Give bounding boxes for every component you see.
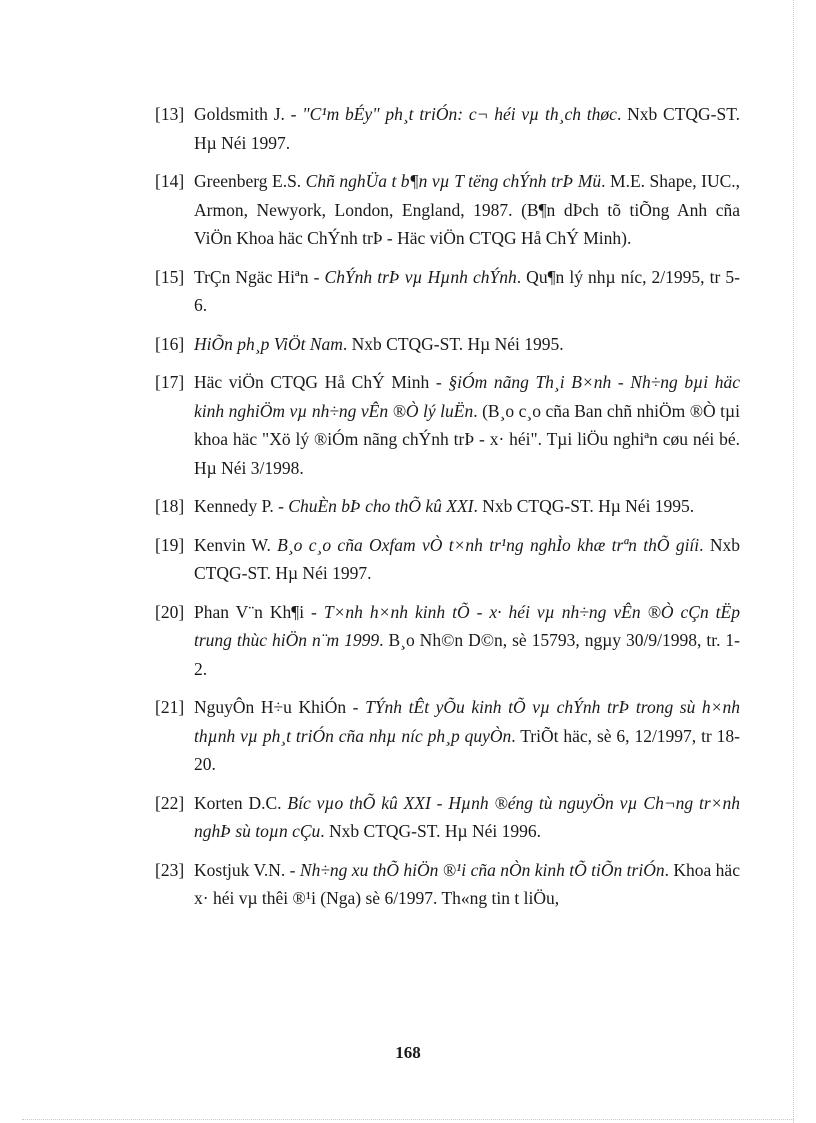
reference-authors: Kostjuk V.N. - — [194, 859, 300, 880]
reference-details: . Nxb CTQG-ST. Hµ Néi 1997. — [194, 534, 740, 583]
reference-item — [155, 368, 740, 482]
reference-number: [17] — [155, 372, 185, 392]
reference-authors: Greenberg E.S. — [194, 171, 306, 191]
reference-details: . M.E. Shape, IUC., Armon, Newyork, London, England, 1987. (B¶n dÞch tõ tiÕng Anh cña ViÖn Khoa häc ChÝnh trÞ - Häc viÖn CTQG Hå ChÝ Minh). — [194, 171, 741, 248]
reference-item — [155, 167, 740, 253]
reference-authors: Phan V¨n Kh¶i - — [194, 601, 324, 622]
reference-authors: Korten D.C. — [194, 792, 288, 813]
reference-number: [14] — [155, 171, 185, 191]
reference-details: . TriÕt häc, sè 6, 12/1997, tr 18-20. — [194, 725, 740, 774]
reference-title: T×nh h×nh kinh tÕ - x· héi vµ nh÷ng vÊn ®Ò cÇn tËp trung thùc hiÖn n¨m 1999 — [194, 601, 740, 650]
reference-title: Chñ nghÜa t b¶n vµ T tëng chÝnh trÞ Mü — [305, 171, 602, 191]
reference-authors: Häc viÖn CTQG Hå ChÝ Minh - — [194, 372, 449, 392]
reference-details: . Nxb CTQG-ST. Hµ Néi 1997. — [194, 104, 740, 153]
reference-details: . B¸o Nh©n D©n, sè 15793, ngµy 30/9/1998, tr. 1-2. — [194, 630, 740, 679]
reference-list — [155, 100, 740, 923]
page-number: 168 — [395, 1043, 421, 1062]
reference-item — [155, 856, 740, 913]
reference-title: Nh÷ng xu thÕ hiÖn ®¹i cña nÒn kinh tÕ tiÕn triÓn — [299, 859, 665, 880]
reference-details: . Khoa häc x· héi vµ thêi ®¹i (Nga) sè 6/1997. Th«ng tin t liÖu, — [194, 859, 740, 908]
reference-details: . Nxb CTQG-ST. Hµ Néi 1996. — [320, 821, 541, 841]
reference-title: "C¹m bÉy" ph¸t triÓn: c¬ héi vµ th¸ch thøc — [302, 104, 617, 124]
reference-title: TÝnh tÊt yÕu kinh tÕ vµ chÝnh trÞ trong sù h×nh thµnh vµ ph¸t triÓn cña nhµ níc ph¸p quyÒn — [194, 697, 740, 746]
reference-authors: TrÇn Ngäc Hiªn - — [194, 266, 325, 287]
reference-number: [13] — [155, 104, 185, 124]
reference-item — [155, 693, 740, 779]
reference-authors: Goldsmith J. - — [194, 104, 303, 124]
reference-number: [22] — [155, 792, 185, 813]
reference-authors: Kennedy P. - — [194, 496, 289, 516]
reference-title: ChÝnh trÞ vµ Hµnh chÝnh — [324, 266, 517, 287]
reference-authors: NguyÔn H÷u KhiÓn - — [194, 697, 366, 717]
page-bottom-rule — [22, 1119, 794, 1120]
reference-details: . (B¸o c¸o cña Ban chñ nhiÖm ®Ò tµi khoa häc "Xö lý ®iÓm nãng chÝnh trÞ - x· héi". Tµi liÖu nghiªn cøu néi bé. Hµ Néi 3/1998. — [194, 400, 740, 478]
reference-number: [18] — [155, 496, 185, 516]
reference-number: [20] — [155, 601, 185, 622]
reference-number: [21] — [155, 697, 185, 717]
reference-number: [19] — [155, 534, 185, 555]
reference-item — [155, 789, 740, 846]
page-edge-rule — [793, 0, 794, 1123]
reference-details: . Nxb CTQG-ST. Hµ Néi 1995. — [473, 496, 695, 516]
reference-title: HiÕn ph¸p ViÖt Nam — [194, 333, 343, 354]
reference-item — [155, 492, 740, 521]
reference-item — [155, 330, 740, 359]
reference-details: . Nxb CTQG-ST. Hµ Néi 1995. — [342, 333, 564, 354]
reference-authors: Kenvin W. — [194, 534, 278, 555]
reference-title: §iÓm nãng Th¸i B×nh - Nh÷ng bµi häc kinh nghiÖm vµ nh÷ng vÊn ®Ò lý luËn — [194, 372, 740, 421]
reference-details: . Qu¶n lý nhµ níc, 2/1995, tr 5-6. — [194, 266, 740, 315]
reference-item — [155, 263, 740, 320]
reference-number: [23] — [155, 859, 185, 880]
reference-number: [15] — [155, 266, 185, 287]
reference-title: ChuÈn bÞ cho thÕ kû XXI — [288, 496, 474, 516]
reference-item — [155, 531, 740, 588]
reference-title: Bíc vµo thÕ kû XXI - Hµnh ®éng tù nguyÖn vµ Ch¬ng tr×nh nghÞ sù toµn cÇu — [194, 792, 740, 841]
reference-number: [16] — [155, 333, 185, 354]
reference-title: B¸o c¸o cña Oxfam vÒ t×nh tr¹ng nghÌo khæ trªn thÕ giíi — [277, 534, 700, 555]
reference-item — [155, 100, 740, 157]
reference-item — [155, 598, 740, 684]
